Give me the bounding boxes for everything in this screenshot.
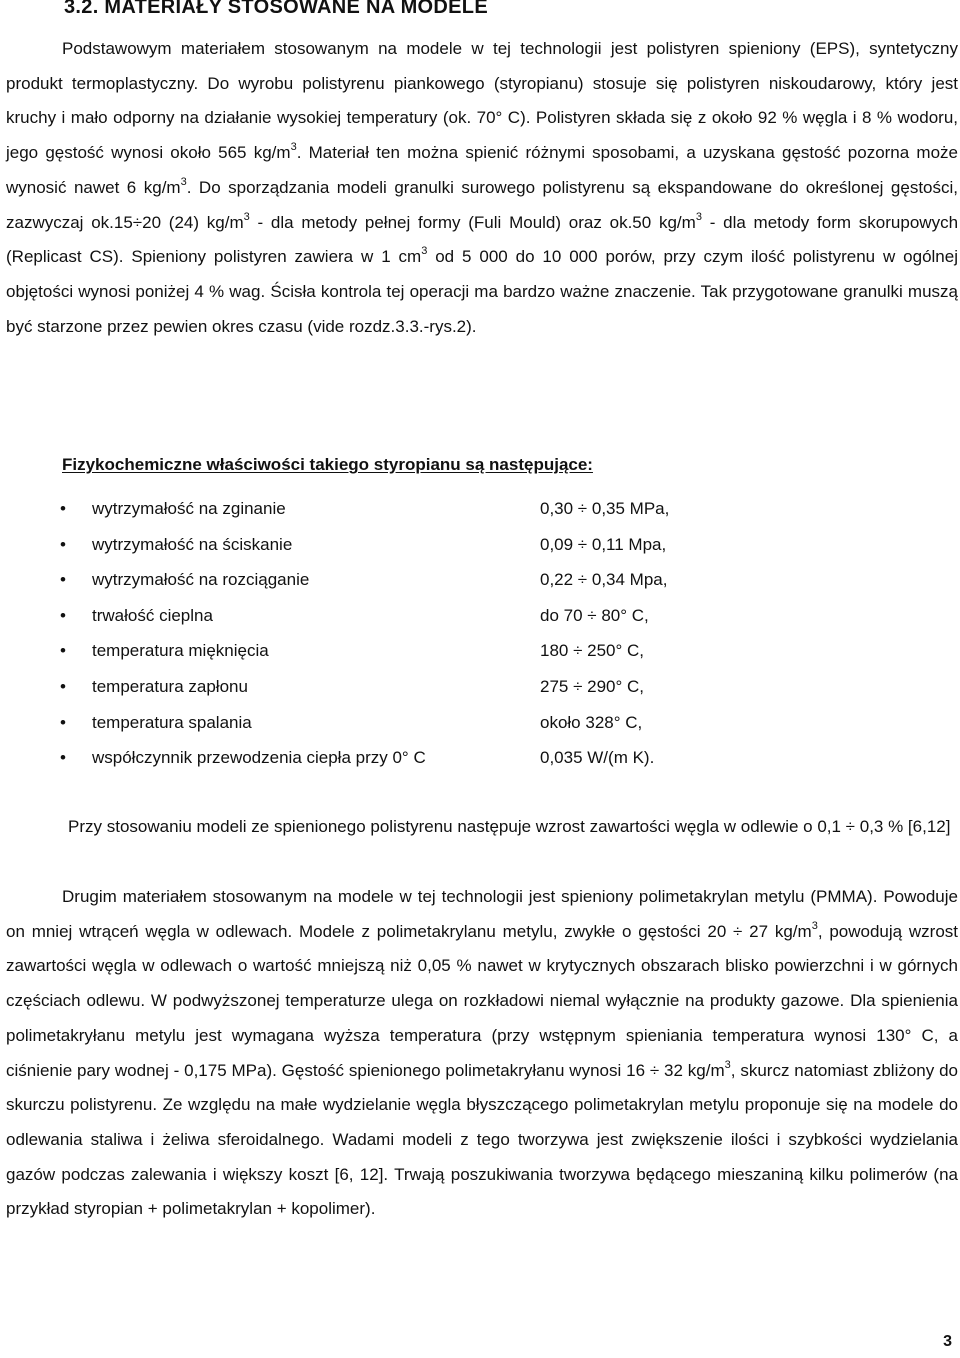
property-item	[0, 669, 960, 705]
property-name: wytrzymałość na rozciąganie	[92, 570, 310, 590]
property-value: 0,035 W/(m K).	[540, 748, 655, 768]
superscript: 3	[180, 175, 187, 188]
bullet-icon: •	[60, 748, 66, 768]
text-run: , powodują wzrost zawartości węgla w odlewach o wartość mniejszą niż 0,05 % nawet w krytycznych obszarach blisko powierzchni i w górnych częściach odlewu. W podwyższonej temperaturze ulega on rozkładowi niemal wyłącznie na produkty gazowe. Dla spienienia polimetakryłanu metylu jest wymagana wyższa temperatura (przy wstępnym spieniania temperatura wynosi 130° C, a ciśnienie pary wodnej - 0,175 MPa). Gęstość spienionego polimetakryłanu wynosi 16 ÷ 32 kg/m	[6, 921, 958, 1080]
property-value: 180 ÷ 250° C,	[540, 641, 645, 661]
property-name: współczynnik przewodzenia ciepła przy 0° C	[92, 748, 426, 768]
properties-title: Fizykochemiczne właściwości takiego styropianu są następujące:	[62, 455, 593, 474]
property-name: wytrzymałość na zginanie	[92, 499, 286, 518]
superscript: 3	[421, 245, 428, 258]
property-value: około 328° C,	[540, 712, 643, 732]
property-item	[0, 598, 960, 634]
property-value: 0,30 ÷ 0,35 MPa,	[540, 499, 670, 518]
superscript: 3	[724, 1058, 731, 1071]
text-run: od 5 000 do 10 000 porów, przy czym ilość polistyrenu w ogólnej objętości wynosi poniżej 4 % wag. Ścisła kontrola tej operacji ma bardzo ważne znaczenie. Tak przygotowane granulki muszą być starzone przez pewien okres czasu (vide rozdz.3.3.-rys.2).	[6, 247, 958, 336]
bullet-icon: •	[60, 499, 66, 518]
text-run: - dla metody form skorupowych (Replicast CS). Spieniony polistyren zawiera w 1 cm	[6, 212, 959, 267]
text-run: , skurcz natomiast zbliżony do skurczu polistyrenu. Ze względu na małe wydzielanie węgla błyszczącego polimetakrylan metylu proponuje się na modele do odlewania staliwa i żeliwa sferoidalnego. Wadami modeli z tego tworzywa jest zwiększenie ilości i szybkości wydzielania gazów podczas zalewania i większy koszt [6, 12]. Trwają poszukiwania tworzywa będącego mieszaniną kilku polimerów (na przykład styropian + polimetakrylan + kopolimer).	[6, 1060, 959, 1219]
property-item	[0, 705, 960, 741]
intro-paragraph	[6, 32, 958, 344]
pmma-paragraph	[6, 880, 958, 1227]
property-name: temperatura spalania	[92, 712, 252, 732]
bullet-icon: •	[60, 712, 66, 732]
bullet-icon: •	[60, 534, 66, 554]
text-run: Przy stosowaniu modeli ze spienionego polistyrenu następuje wzrost zawartości węgla w odlewie o 0,1 ÷ 0,3 % [6,12]	[68, 817, 951, 836]
section-number: 3.2.	[64, 0, 99, 18]
property-name: trwałość cieplna	[92, 605, 213, 625]
property-item	[0, 633, 960, 669]
properties-list	[0, 491, 960, 776]
bullet-icon: •	[60, 570, 66, 590]
section-heading	[64, 0, 488, 19]
superscript: 3	[243, 210, 250, 223]
superscript: 3	[811, 919, 818, 932]
property-item	[0, 527, 960, 563]
text-run: Drugim materiałem stosowanym na modele w tej technologii jest spieniony polimetakrylan metylu (PMMA). Powoduje on mniej wtrąceń węgla w odlewach. Modele z polimetakrylanu metylu, zwykłe o gęstości 20 ÷ 27 kg/m	[6, 887, 958, 941]
bullet-icon: •	[60, 676, 66, 696]
text-run: - dla metody pełnej formy (Fuli Mould) oraz ok.50 kg/m	[249, 212, 696, 232]
text-run: Podstawowym materiałem stosowanym na modele w tej technologii jest polistyren spieniony (EPS), syntetyczny produkt termoplastyczny. Do wyrobu polistyrenu piankowego (styropianu) stosuje się polistyren niskoudarowy, który jest kruchy i mało odporny na działanie wysokiej temperatury (ok. 70° C). Polistyren składa się z około 92 % węgla i 8 % wodoru, jego gęstość wynosi około 565 kg/m	[6, 39, 958, 163]
superscript: 3	[695, 210, 702, 223]
property-value: do 70 ÷ 80° C,	[540, 605, 649, 625]
property-value: 275 ÷ 290° C,	[540, 676, 645, 696]
property-value: 0,09 ÷ 0,11 Mpa,	[540, 534, 667, 554]
bullet-icon: •	[60, 605, 66, 625]
property-item	[0, 562, 960, 598]
property-name: temperatura mięknięcia	[92, 641, 269, 661]
text-run: . Do sporządzania modeli granulki surowego polistyrenu są ekspandowane do określonej gęstości, zazwyczaj ok.15÷20 (24) kg/m	[6, 177, 958, 232]
section-title: MATERIAŁY STOSOWANE NA MODELE	[104, 0, 488, 18]
superscript: 3	[290, 141, 297, 154]
carbon-paragraph	[6, 810, 958, 845]
page-number: 3	[943, 1333, 952, 1350]
text-run: . Materiał ten można spienić różnymi sposobami, a uzyskana gęstość pozorna może wynosić nawet 6 kg/m	[6, 143, 958, 197]
property-item	[0, 491, 960, 527]
bullet-icon: •	[60, 641, 66, 661]
property-name: wytrzymałość na ściskanie	[92, 534, 293, 554]
property-name: temperatura zapłonu	[92, 676, 248, 696]
property-item	[0, 740, 960, 776]
property-value: 0,22 ÷ 0,34 Mpa,	[540, 570, 668, 590]
